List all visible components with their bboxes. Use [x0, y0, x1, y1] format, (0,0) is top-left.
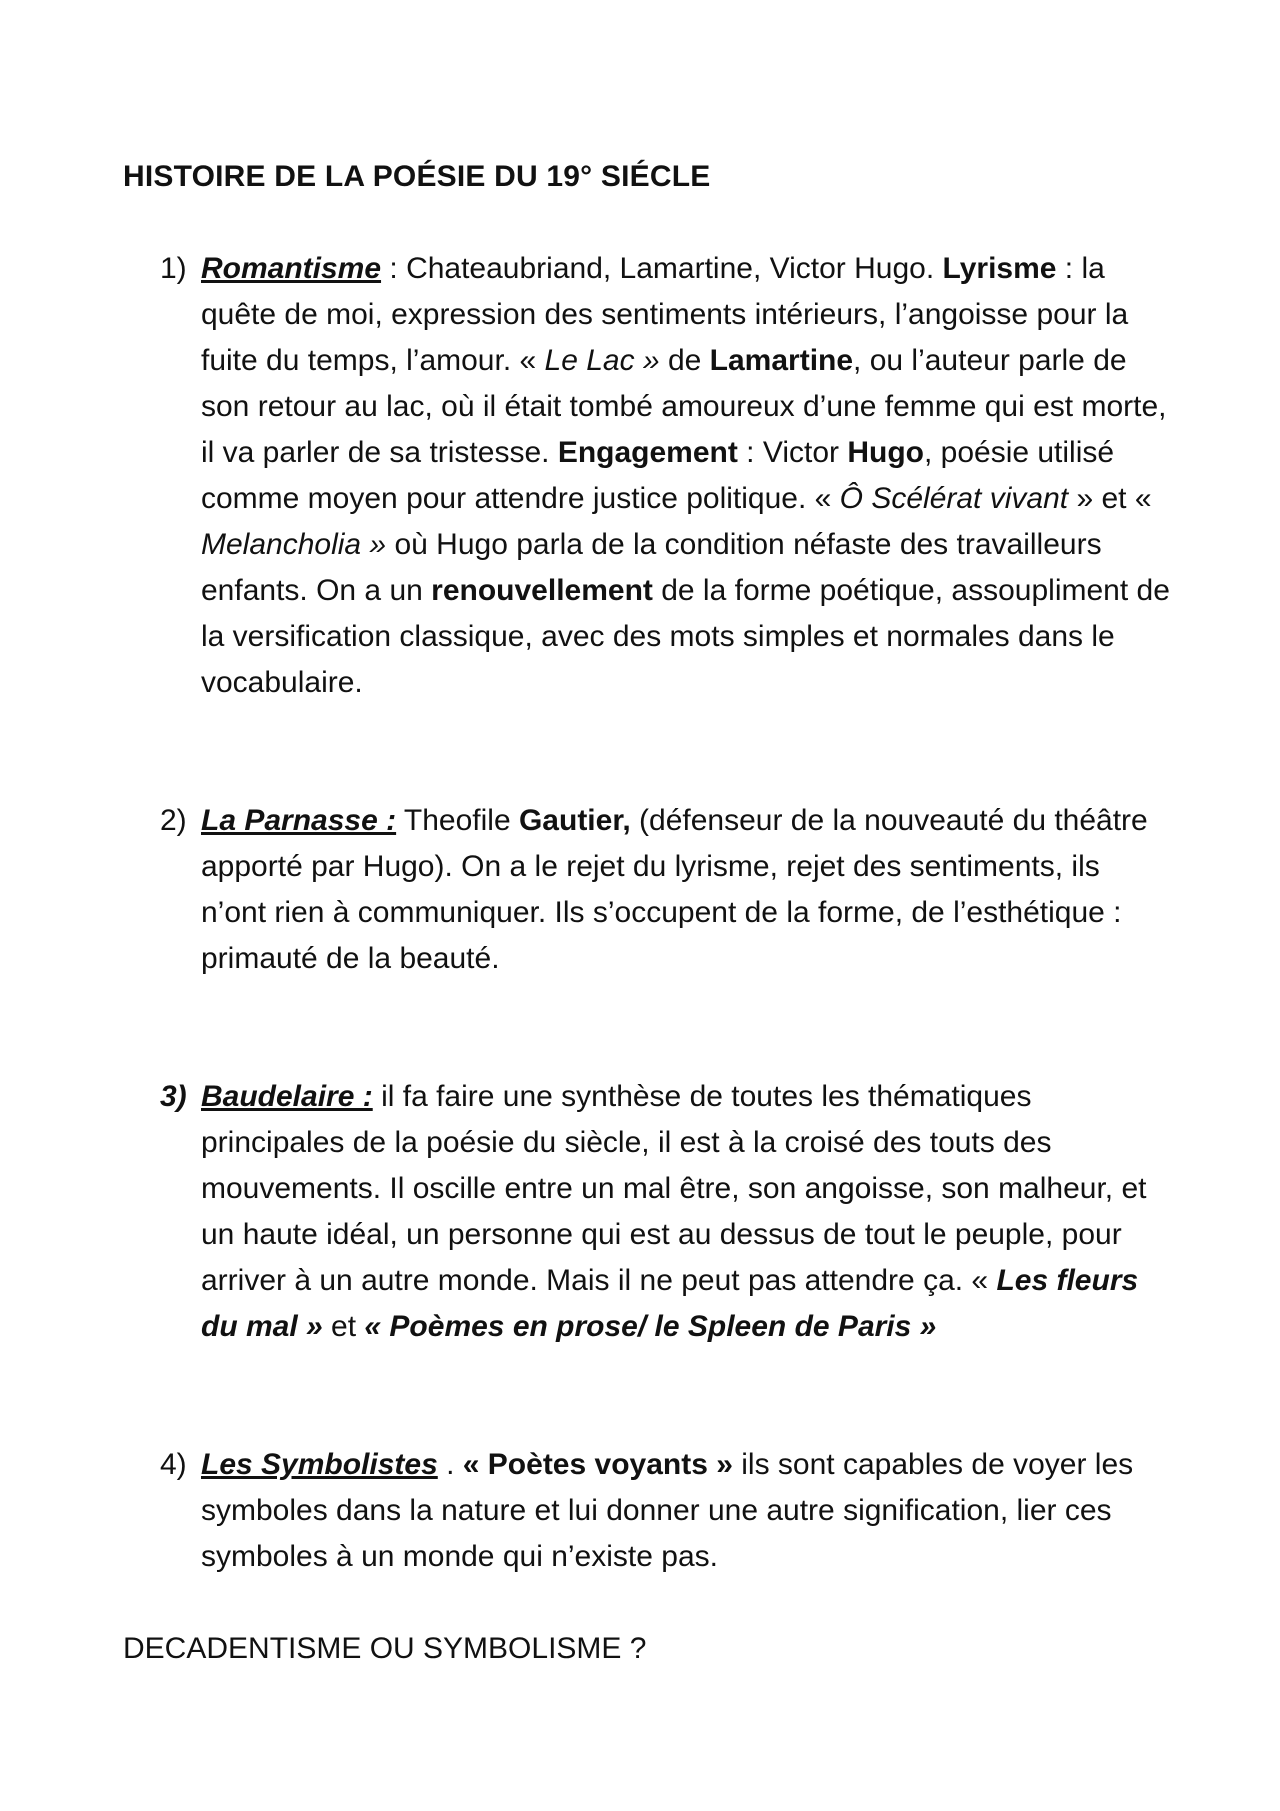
- section-number: 2): [160, 804, 187, 837]
- section-number: 4): [160, 1448, 187, 1481]
- section-text: Les Symbolistes . « Poètes voyants » ils sont capables de voyer les symboles dans la nature et lui donner une autre signification, lier ces symboles à un monde qui n’existe pas.: [201, 1448, 1134, 1573]
- section-text: Baudelaire : il fa faire une synthèse de toutes les thématiques principales de la poésie du siècle, il est à la croisé des touts des mouvements. Il oscille entre un mal être, son angoisse, son malheur, et un haute idéal, un personne qui est au dessus de tout le peuple, pour arriver à un autre monde. Mais il ne peut pas attendre ça. « Les fleurs du mal » et « Poèmes en prose/ le Spleen de Paris »: [201, 1080, 1147, 1343]
- section-symbolistes: [160, 1442, 1170, 1580]
- section-romantisme: [160, 246, 1170, 706]
- section-text: Romantisme : Chateaubriand, Lamartine, Victor Hugo. Lyrisme : la quête de moi, expression des sentiments intérieurs, l’angoisse pour la fuite du temps, l’amour. « Le Lac » de Lamartine, ou l’auteur parle de son retour au lac, où il était tombé amoureux d’une femme qui est morte, il va parler de sa tristesse. Engagement : Victor Hugo, poésie utilisé comme moyen pour attendre justice politique. « Ô Scélérat vivant » et « Melancholia » où Hugo parla de la condition néfaste des travailleurs enfants. On a un renouvellement de la forme poétique, assoupliment de la versification classique, avec des mots simples et normales dans le vocabulaire.: [201, 252, 1170, 699]
- page-title: HISTOIRE DE LA POÉSIE DU 19° SIÉCLE: [123, 160, 711, 193]
- section-heading: La Parnasse :: [201, 804, 397, 837]
- section-number: 1): [160, 252, 187, 285]
- section-number: 3): [160, 1080, 187, 1113]
- section-heading: Les Symbolistes: [201, 1448, 438, 1481]
- section-parnasse: [160, 798, 1170, 982]
- section-text: La Parnasse : Theofile Gautier, (défenseur de la nouveauté du théâtre apporté par Hugo). On a le rejet du lyrisme, rejet des sentiments, ils n’ont rien à communiquer. Ils s’occupent de la forme, de l’esthétique : primauté de la beauté.: [201, 804, 1148, 975]
- section-baudelaire: [160, 1074, 1170, 1350]
- section-heading: Baudelaire :: [201, 1080, 373, 1113]
- closing-question: DECADENTISME OU SYMBOLISME ?: [123, 1632, 647, 1665]
- section-heading: Romantisme: [201, 252, 382, 285]
